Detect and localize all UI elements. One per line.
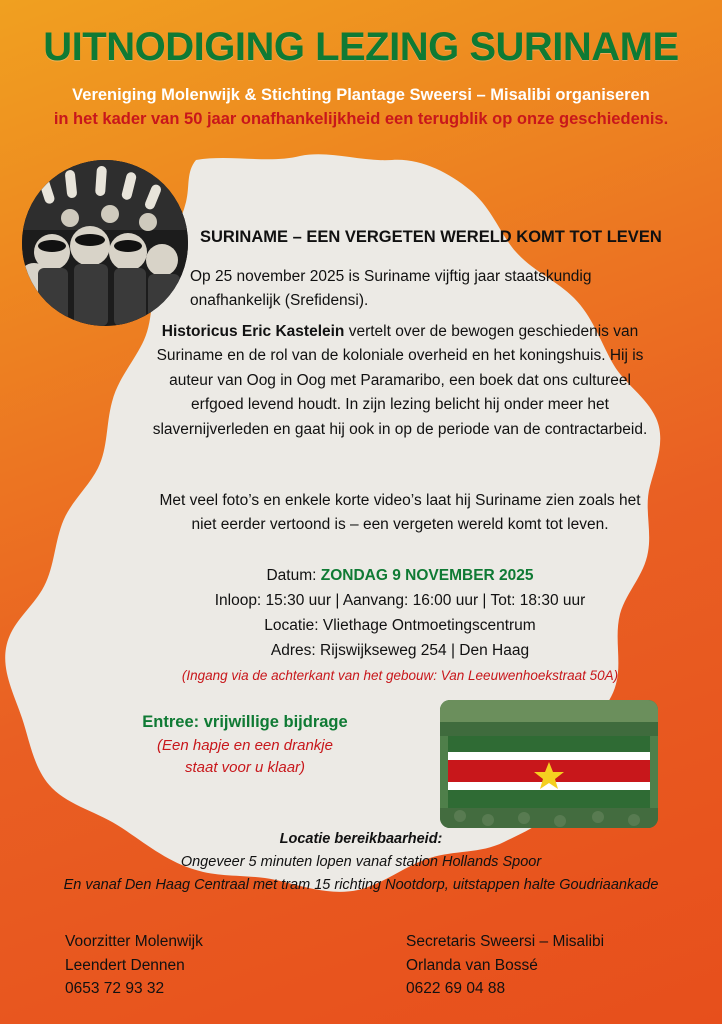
detail-date-row — [120, 563, 680, 588]
entrance-fee-block — [95, 710, 395, 778]
occasion-line: in het kader van 50 jaar onafhankelijkheid een terugblik op onze geschiedenis. — [53, 109, 669, 128]
section-heading: SURINAME – EEN VERGETEN WERELD KOMT TOT LEVEN — [200, 228, 662, 246]
contact-chairman — [0, 930, 361, 1001]
detail-times: Inloop: 15:30 uur | Aanvang: 16:00 uur | Tot: 18:30 uur — [214, 592, 586, 610]
speaker-name: Historicus Eric Kastelein — [161, 323, 345, 340]
entrance-fee-line: Entree: vrijwillige bijdrage — [142, 713, 348, 731]
contacts-footer — [0, 930, 722, 1001]
chairman-phone: 0653 72 93 32 — [65, 980, 165, 998]
chairman-name: Leendert Dennen — [65, 956, 185, 974]
organizers-line: Vereniging Molenwijk & Stichting Plantage Sweersi – Misalibi organiseren — [72, 86, 650, 104]
speaker-paragraph — [150, 320, 650, 442]
intro-paragraph: Op 25 november 2025 is Suriname vijftig jaar staatskundig onafhankelijk (Srefidensi). — [190, 268, 592, 310]
detail-date-value: ZONDAG 9 NOVEMBER 2025 — [320, 567, 534, 584]
speaker-paragraph-rest: vertelt over de bewogen geschiedenis van Suriname en de rol van de koloniale overheid en het koningshuis. Hij is auteur van Oog in Oog met Paramaribo, een boek dat ons cultureel erfgoed levend houdt. In zijn lezing belicht hij onder meer het slavernijverleden en gaat hij ook in op de periode van de contractarbeid. — [152, 323, 648, 438]
media-paragraph: Met veel foto’s en enkele korte video’s laat hij Suriname zien zoals het niet eerder vertoond is – een vergeten wereld komt tot leven. — [159, 492, 641, 534]
detail-entrance-note: (Ingang via de achterkant van het gebouw: Van Leeuwenhoekstraat 50A) — [181, 668, 619, 684]
secretary-name: Orlanda van Bossé — [406, 956, 538, 974]
event-details — [120, 563, 680, 687]
reachability-line-2: En vanaf Den Haag Centraal met tram 15 richting Nootdorp, uitstappen halte Goudriaankade — [63, 877, 659, 894]
detail-date-label: Datum: — [266, 567, 317, 584]
detail-location: Locatie: Vliethage Ontmoetingscentrum — [264, 617, 536, 635]
page-title: UITNODIGING LEZING SURINAME — [43, 25, 679, 69]
contact-secretary — [361, 930, 722, 1001]
detail-address: Adres: Rijswijkseweg 254 | Den Haag — [270, 642, 530, 660]
refreshments-line-1: (Een hapje en een drankje — [157, 736, 333, 754]
reachability-block — [20, 828, 702, 898]
reachability-title: Locatie bereikbaarheid: — [279, 831, 443, 847]
refreshments-line-2: staat voor u klaar) — [184, 758, 306, 776]
chairman-role: Voorzitter Molenwijk — [65, 933, 203, 950]
secretary-role: Secretaris Sweersi – Misalibi — [406, 933, 605, 950]
secretary-phone: 0622 69 04 88 — [406, 980, 506, 998]
reachability-line-1: Ongeveer 5 minuten lopen vanaf station Hollands Spoor — [180, 854, 542, 871]
